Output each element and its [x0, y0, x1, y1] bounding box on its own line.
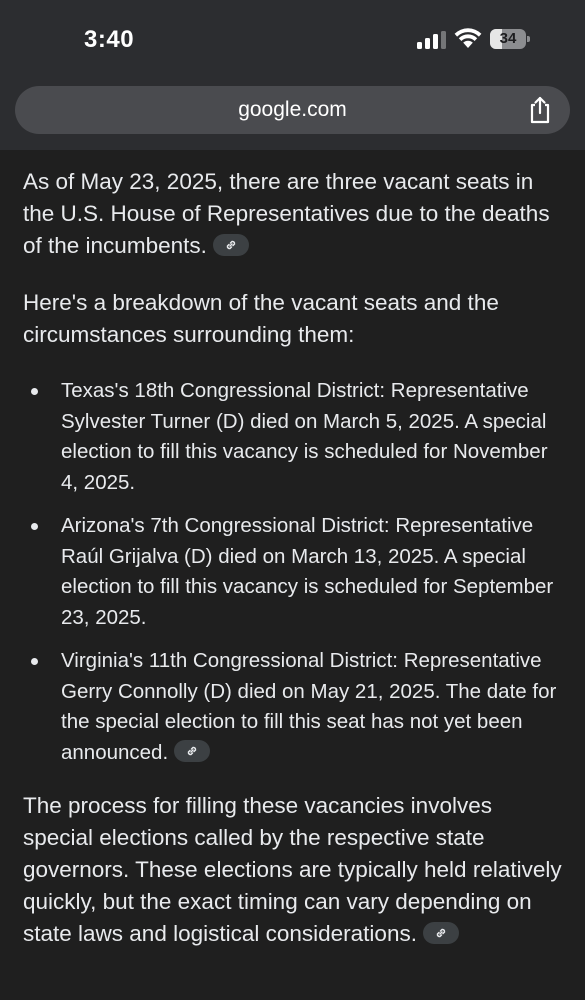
bullet-icon — [31, 388, 38, 395]
address-bar[interactable] — [15, 86, 570, 134]
link-icon[interactable] — [423, 922, 459, 944]
vacancy-text: Texas's 18th Congressional District: Representative Sylvester Turner (D) died on March 5, 2025. A special election to fill this vacancy is scheduled for November 4, 2025. — [61, 379, 548, 494]
bullet-icon — [31, 523, 38, 530]
list-item — [23, 646, 568, 768]
conclusion-paragraph — [23, 790, 568, 950]
battery-icon — [490, 29, 530, 49]
lead-in-paragraph: Here's a breakdown of the vacant seats and the circumstances surrounding them: — [23, 290, 499, 347]
battery-level: 34 — [499, 30, 517, 47]
status-time: 3:40 — [84, 26, 135, 53]
conclusion-text: The process for filling these vacancies involves special elections called by the respective state governors. These elections are typically held relatively quickly, but the exact timing can vary depending on state laws and logistical considerations. — [23, 793, 562, 946]
url-text: google.com — [238, 98, 347, 121]
browser-chrome — [0, 0, 585, 150]
list-item — [23, 511, 568, 633]
cellular-signal-icon — [417, 31, 447, 49]
status-bar — [0, 0, 585, 80]
link-icon[interactable] — [213, 234, 249, 256]
intro-paragraph — [23, 166, 568, 262]
ai-overview-content — [23, 166, 568, 950]
link-icon[interactable] — [174, 740, 210, 762]
intro-text: As of May 23, 2025, there are three vacant seats in the U.S. House of Representatives due to the deaths of the incumbents. — [23, 169, 550, 258]
vacancy-text: Virginia's 11th Congressional District: Representative Gerry Connolly (D) died on May 21, 2025. The date for the special election to fill this seat has not yet been announced. — [61, 649, 557, 764]
vacancy-text: Arizona's 7th Congressional District: Representative Raúl Grijalva (D) died on March 13, 2025. A special election to fill this vacancy is scheduled for September 23, 2025. — [61, 514, 554, 629]
share-icon[interactable] — [527, 96, 553, 124]
vacancy-list — [23, 376, 568, 768]
wifi-icon — [454, 27, 482, 49]
bullet-icon — [31, 658, 38, 665]
list-item — [23, 376, 568, 498]
